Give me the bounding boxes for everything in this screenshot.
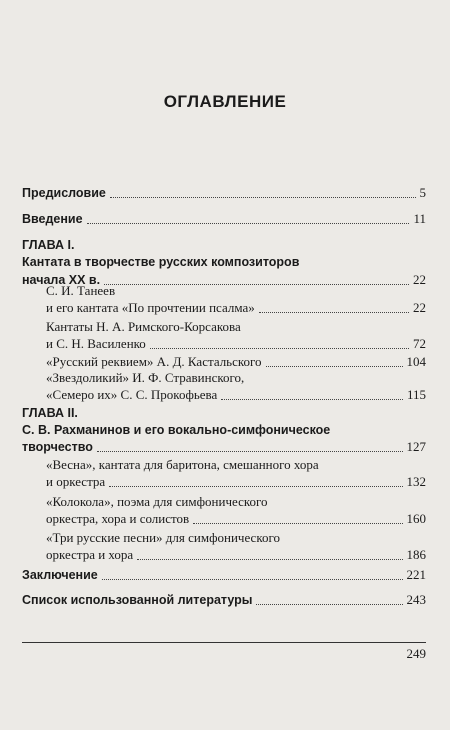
toc-entry-chapter-2 <box>22 438 426 456</box>
leader-dots <box>256 604 402 605</box>
page-title: ОГЛАВЛЕНИЕ <box>163 92 287 111</box>
toc-entry-label: оркестра, хора и солистов <box>46 511 190 526</box>
toc-entry-label: оркестра и хора <box>46 547 134 562</box>
toc-entry-label: и его кантата «По прочтении псалма» <box>46 300 255 315</box>
toc-entry-label: «Три русские песни» для симфонического <box>46 530 280 545</box>
toc-entry-kolokola <box>46 510 426 528</box>
toc-entry-label: начала XX в. <box>22 273 101 287</box>
leader-dots <box>266 366 403 367</box>
toc-entry-label: С. И. Танеев <box>46 283 116 298</box>
toc-page-number: 22 <box>413 300 426 315</box>
toc-entry-label: «Семеро их» С. С. Прокофьева <box>46 387 218 402</box>
toc-page-number: 5 <box>419 185 426 200</box>
toc-entry-label: Введение <box>22 212 83 226</box>
toc-entry-rimsky <box>46 335 426 353</box>
leader-dots <box>259 312 409 313</box>
leader-dots <box>193 523 402 524</box>
toc-page-number: 221 <box>406 567 426 582</box>
toc-entry-stravinsky <box>46 386 426 404</box>
chapter-title-line: Кантата в творчестве русских композиторов <box>22 255 300 269</box>
leader-dots <box>221 399 403 400</box>
table-of-contents <box>22 0 426 730</box>
toc-entry-label: Заключение <box>22 568 98 582</box>
leader-dots <box>109 486 402 487</box>
toc-entry-preface <box>22 184 426 202</box>
footer-rule <box>22 642 426 643</box>
toc-entry-label: Список использованной литературы <box>22 593 253 607</box>
page-number: 249 <box>406 646 426 661</box>
toc-entry-label: Кантаты Н. А. Римского-Корсакова <box>46 319 241 334</box>
toc-page-number: 22 <box>413 272 426 287</box>
leader-dots <box>87 223 410 224</box>
toc-page-number: 132 <box>406 474 426 489</box>
toc-entry-label: «Звездоликий» И. Ф. Стравинского, <box>46 370 245 385</box>
chapter-heading: ГЛАВА II. <box>22 406 78 420</box>
chapter-title-line: С. В. Рахманинов и его вокально-симфоническое <box>22 423 331 437</box>
leader-dots <box>102 579 403 580</box>
toc-entry-label: «Колокола», поэма для симфонического <box>46 494 268 509</box>
toc-entry-label: и С. Н. Василенко <box>46 336 146 351</box>
toc-entry-bibliography <box>22 591 426 609</box>
toc-page-number: 104 <box>406 354 426 369</box>
toc-entry-label: и оркестра <box>46 474 106 489</box>
toc-page-number: 127 <box>406 439 426 454</box>
toc-entry-pesni <box>46 546 426 564</box>
toc-page-number: 160 <box>406 511 426 526</box>
toc-entry-label: «Русский реквием» А. Д. Кастальского <box>46 354 262 369</box>
leader-dots <box>97 451 403 452</box>
toc-page-number: 186 <box>406 547 426 562</box>
toc-entry-taneev <box>46 299 426 317</box>
leader-dots <box>110 197 416 198</box>
leader-dots <box>150 348 409 349</box>
toc-page-number: 115 <box>406 387 426 402</box>
toc-entry-label: творчество <box>22 440 93 454</box>
toc-page-number: 243 <box>406 592 426 607</box>
chapter-heading: ГЛАВА I. <box>22 238 75 252</box>
toc-page-number: 11 <box>413 211 426 226</box>
toc-entry-vesna <box>46 473 426 491</box>
toc-entry-label: «Весна», кантата для баритона, смешанного хора <box>46 457 319 472</box>
leader-dots <box>137 559 402 560</box>
toc-page-number: 72 <box>413 336 426 351</box>
toc-entry-conclusion <box>22 566 426 584</box>
leader-dots <box>104 284 409 285</box>
toc-entry-intro <box>22 210 426 228</box>
toc-entry-label: Предисловие <box>22 186 106 200</box>
